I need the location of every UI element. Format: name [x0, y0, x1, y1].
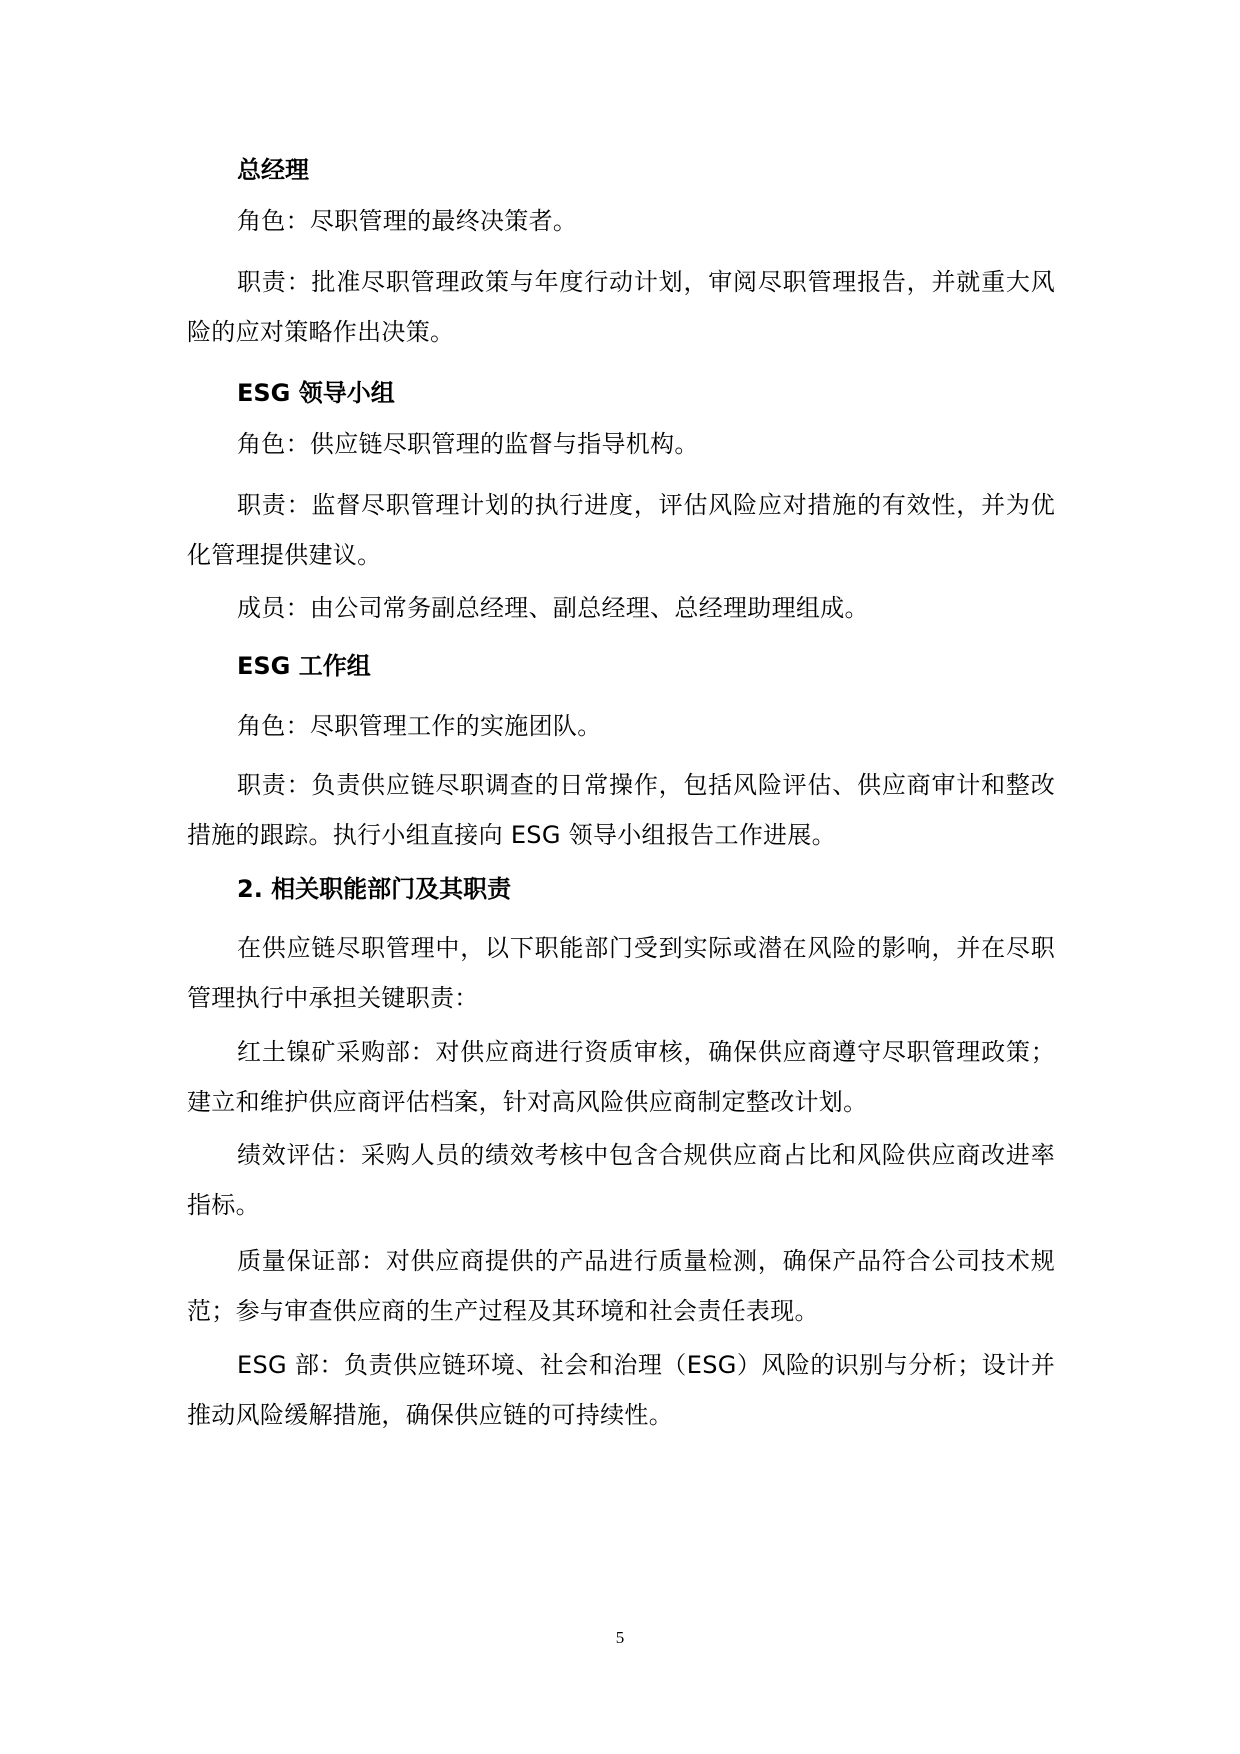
paragraph-gm-duties: 职责：批准尽职管理政策与年度行动计划，审阅尽职管理报告，并就重大风险的应对策略作出决策。 — [187, 268, 1055, 346]
paragraph-leadership-duties: 职责：监督尽职管理计划的执行进度，评估风险应对措施的有效性，并为优化管理提供建议。 — [187, 491, 1055, 569]
paragraph-esg-dept: ESG 部：负责供应链环境、社会和治理（ESG）风险的识别与分析；设计并推动风险缓解措施，确保供应链的可持续性。 — [187, 1351, 1055, 1429]
paragraph-leadership-members: 成员：由公司常务副总经理、副总经理、总经理助理组成。 — [237, 594, 869, 622]
section-heading-general-manager: 总经理 — [237, 156, 309, 184]
paragraph-gm-role: 角色：尽职管理的最终决策者。 — [237, 207, 578, 235]
paragraph-departments-intro: 在供应链尽职管理中，以下职能部门受到实际或潜在风险的影响，并在尽职管理执行中承担关键职责： — [187, 934, 1055, 1012]
paragraph-quality-assurance-dept: 质量保证部：对供应商提供的产品进行质量检测，确保产品符合公司技术规范；参与审查供应商的生产过程及其环境和社会责任表现。 — [187, 1247, 1055, 1325]
section-heading-functional-departments: 2. 相关职能部门及其职责 — [237, 875, 512, 903]
section-heading-esg-leadership-group: ESG 领导小组 — [237, 379, 395, 407]
paragraph-leadership-role: 角色：供应链尽职管理的监督与指导机构。 — [237, 430, 699, 458]
paragraph-performance-evaluation: 绩效评估：采购人员的绩效考核中包含合规供应商占比和风险供应商改进率指标。 — [187, 1141, 1055, 1219]
section-heading-esg-working-group: ESG 工作组 — [237, 652, 371, 680]
paragraph-working-group-role: 角色：尽职管理工作的实施团队。 — [237, 712, 602, 740]
paragraph-procurement-dept: 红土镍矿采购部：对供应商进行资质审核，确保供应商遵守尽职管理政策；建立和维护供应商评估档案，针对高风险供应商制定整改计划。 — [187, 1038, 1055, 1116]
page-number: 5 — [615, 1628, 625, 1647]
paragraph-working-group-duties: 职责：负责供应链尽职调查的日常操作，包括风险评估、供应商审计和整改措施的跟踪。执行小组直接向 ESG 领导小组报告工作进展。 — [187, 771, 1055, 849]
